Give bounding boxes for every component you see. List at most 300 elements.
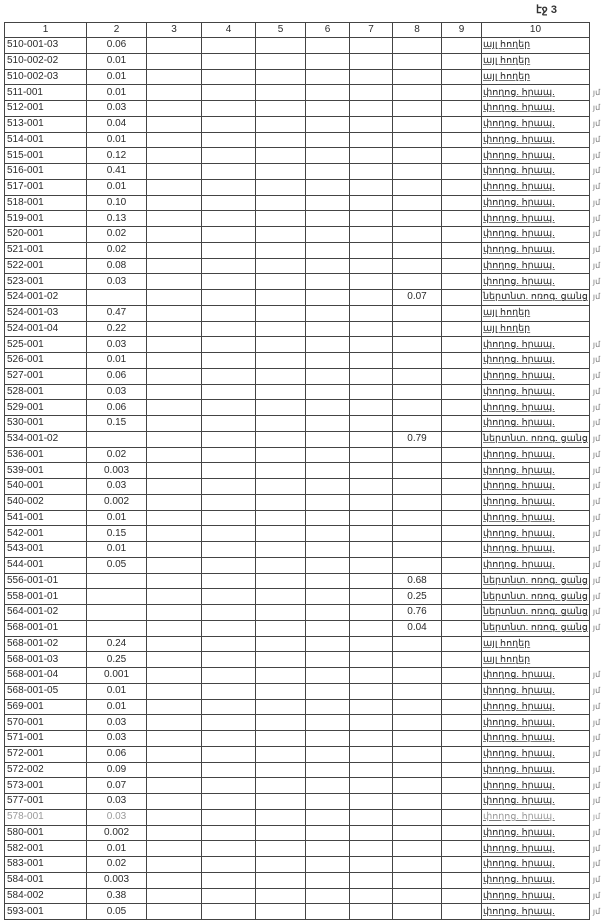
col-4 xyxy=(202,715,256,731)
land-type: փողոց. հրապ. xyxy=(482,526,590,542)
area-col-2 xyxy=(87,431,147,447)
margin-mark: յմ xyxy=(592,686,601,696)
margin-mark: յմ xyxy=(592,890,601,900)
margin-mark: յմ xyxy=(592,780,601,790)
land-type: փողոց. հրապ. xyxy=(482,557,590,573)
col-9 xyxy=(442,463,482,479)
col-4 xyxy=(202,746,256,762)
area-col-8 xyxy=(393,636,442,652)
col-3 xyxy=(147,242,202,258)
area-col-2: 0.15 xyxy=(87,526,147,542)
parcel-code: 568-001-04 xyxy=(5,668,87,684)
area-col-8 xyxy=(393,195,442,211)
col-9 xyxy=(442,85,482,101)
col-7 xyxy=(350,794,393,810)
col-7 xyxy=(350,53,393,69)
margin-mark: յմ xyxy=(592,875,601,885)
col-3 xyxy=(147,431,202,447)
table-row xyxy=(5,636,604,652)
col-3 xyxy=(147,825,202,841)
area-col-2: 0.01 xyxy=(87,132,147,148)
table-row xyxy=(5,321,604,337)
col-7 xyxy=(350,715,393,731)
margin-mark: յմ xyxy=(592,371,601,381)
col-6 xyxy=(306,321,350,337)
col-4 xyxy=(202,179,256,195)
parcel-code: 524-001-02 xyxy=(5,290,87,306)
col-4 xyxy=(202,825,256,841)
col-7 xyxy=(350,731,393,747)
col-3 xyxy=(147,353,202,369)
col-3 xyxy=(147,762,202,778)
col-6 xyxy=(306,589,350,605)
col-7 xyxy=(350,542,393,558)
area-col-2: 0.09 xyxy=(87,762,147,778)
table-row xyxy=(5,794,604,810)
margin-mark: յմ xyxy=(592,497,601,507)
land-type: փողոց. հրապ. xyxy=(482,699,590,715)
col-5 xyxy=(256,53,306,69)
col-5 xyxy=(256,762,306,778)
col-5 xyxy=(256,227,306,243)
area-col-2: 0.01 xyxy=(87,53,147,69)
col-9 xyxy=(442,557,482,573)
col-3 xyxy=(147,794,202,810)
area-col-2: 0.13 xyxy=(87,211,147,227)
margin-mark: յմ xyxy=(592,119,601,129)
col-7 xyxy=(350,668,393,684)
column-header: 10 xyxy=(482,23,590,38)
col-7 xyxy=(350,825,393,841)
col-7 xyxy=(350,274,393,290)
area-col-2: 0.25 xyxy=(87,652,147,668)
col-9 xyxy=(442,321,482,337)
land-type: այլ հողեր xyxy=(482,321,590,337)
col-6 xyxy=(306,416,350,432)
land-type: փողոց. հրապ. xyxy=(482,258,590,274)
land-type: փողոց. հրապ. xyxy=(482,542,590,558)
parcel-code: 556-001-01 xyxy=(5,573,87,589)
area-col-8: 0.79 xyxy=(393,431,442,447)
area-col-8 xyxy=(393,148,442,164)
col-6 xyxy=(306,778,350,794)
area-col-8 xyxy=(393,683,442,699)
col-3 xyxy=(147,85,202,101)
column-header: 4 xyxy=(202,23,256,38)
col-9 xyxy=(442,479,482,495)
col-5 xyxy=(256,353,306,369)
area-col-8 xyxy=(393,825,442,841)
table-row xyxy=(5,38,604,54)
col-4 xyxy=(202,116,256,132)
col-7 xyxy=(350,258,393,274)
parcel-code: 582-001 xyxy=(5,841,87,857)
parcel-code: 528-001 xyxy=(5,384,87,400)
column-header: 8 xyxy=(393,23,442,38)
area-col-2: 0.01 xyxy=(87,353,147,369)
col-4 xyxy=(202,38,256,54)
col-9 xyxy=(442,683,482,699)
area-col-8 xyxy=(393,794,442,810)
land-type: ներտնտ. ոռոգ. ցանց xyxy=(482,431,590,447)
col-4 xyxy=(202,400,256,416)
table-row xyxy=(5,715,604,731)
margin-mark: յմ xyxy=(592,229,601,239)
margin-mark: յմ xyxy=(592,87,601,97)
col-4 xyxy=(202,447,256,463)
col-5 xyxy=(256,274,306,290)
margin-mark: յմ xyxy=(592,796,601,806)
col-5 xyxy=(256,557,306,573)
parcel-code: 526-001 xyxy=(5,353,87,369)
col-7 xyxy=(350,101,393,117)
col-4 xyxy=(202,290,256,306)
col-3 xyxy=(147,904,202,920)
col-3 xyxy=(147,746,202,762)
col-7 xyxy=(350,132,393,148)
area-col-2: 0.06 xyxy=(87,368,147,384)
col-3 xyxy=(147,148,202,164)
col-6 xyxy=(306,101,350,117)
col-9 xyxy=(442,620,482,636)
col-9 xyxy=(442,368,482,384)
land-type: փողոց. հրապ. xyxy=(482,353,590,369)
margin-spacer xyxy=(589,636,603,652)
col-7 xyxy=(350,510,393,526)
col-7 xyxy=(350,179,393,195)
col-4 xyxy=(202,416,256,432)
col-6 xyxy=(306,242,350,258)
col-6 xyxy=(306,510,350,526)
col-4 xyxy=(202,652,256,668)
area-col-8 xyxy=(393,337,442,353)
area-col-8 xyxy=(393,778,442,794)
col-3 xyxy=(147,416,202,432)
table-row xyxy=(5,746,604,762)
col-4 xyxy=(202,699,256,715)
col-6 xyxy=(306,683,350,699)
area-col-2: 0.05 xyxy=(87,557,147,573)
col-4 xyxy=(202,242,256,258)
col-6 xyxy=(306,384,350,400)
col-6 xyxy=(306,494,350,510)
margin-mark: յմ xyxy=(592,402,601,412)
col-3 xyxy=(147,368,202,384)
col-7 xyxy=(350,683,393,699)
col-6 xyxy=(306,746,350,762)
margin-mark: յմ xyxy=(592,339,601,349)
col-3 xyxy=(147,683,202,699)
area-col-2: 0.01 xyxy=(87,179,147,195)
area-col-8 xyxy=(393,809,442,825)
header-row xyxy=(5,23,604,38)
land-type: փողոց. հրապ. xyxy=(482,762,590,778)
col-5 xyxy=(256,872,306,888)
col-5 xyxy=(256,573,306,589)
col-3 xyxy=(147,809,202,825)
col-7 xyxy=(350,447,393,463)
land-type: փողոց. հրապ. xyxy=(482,794,590,810)
parcel-code: 522-001 xyxy=(5,258,87,274)
area-col-8: 0.76 xyxy=(393,605,442,621)
col-4 xyxy=(202,904,256,920)
col-6 xyxy=(306,447,350,463)
col-3 xyxy=(147,888,202,904)
col-5 xyxy=(256,384,306,400)
col-4 xyxy=(202,384,256,400)
area-col-2: 0.03 xyxy=(87,731,147,747)
area-col-8 xyxy=(393,416,442,432)
parcel-code: 568-001-02 xyxy=(5,636,87,652)
col-6 xyxy=(306,573,350,589)
land-type: ներտնտ. ոռոգ. ցանց xyxy=(482,620,590,636)
col-9 xyxy=(442,699,482,715)
col-4 xyxy=(202,557,256,573)
land-type: փողոց. հրապ. xyxy=(482,872,590,888)
area-col-2: 0.47 xyxy=(87,305,147,321)
area-col-8 xyxy=(393,479,442,495)
col-9 xyxy=(442,431,482,447)
col-3 xyxy=(147,400,202,416)
column-header: 2 xyxy=(87,23,147,38)
margin-mark: յմ xyxy=(592,607,601,617)
col-6 xyxy=(306,794,350,810)
area-col-2 xyxy=(87,573,147,589)
parcel-code: 513-001 xyxy=(5,116,87,132)
parcel-code: 510-002-02 xyxy=(5,53,87,69)
parcel-code: 516-001 xyxy=(5,164,87,180)
parcel-code: 540-002 xyxy=(5,494,87,510)
land-type: փողոց. հրապ. xyxy=(482,904,590,920)
col-5 xyxy=(256,416,306,432)
column-header: 6 xyxy=(306,23,350,38)
col-5 xyxy=(256,809,306,825)
area-col-8 xyxy=(393,494,442,510)
col-7 xyxy=(350,164,393,180)
table-row xyxy=(5,683,604,699)
col-5 xyxy=(256,400,306,416)
area-col-8 xyxy=(393,463,442,479)
col-9 xyxy=(442,494,482,510)
table-row xyxy=(5,668,604,684)
col-6 xyxy=(306,715,350,731)
col-7 xyxy=(350,400,393,416)
parcel-code: 558-001-01 xyxy=(5,589,87,605)
area-col-8 xyxy=(393,274,442,290)
col-9 xyxy=(442,211,482,227)
table-row xyxy=(5,69,604,85)
parcel-code: 536-001 xyxy=(5,447,87,463)
area-col-2 xyxy=(87,620,147,636)
col-3 xyxy=(147,258,202,274)
table-row xyxy=(5,573,604,589)
col-6 xyxy=(306,557,350,573)
col-4 xyxy=(202,589,256,605)
table-row xyxy=(5,242,604,258)
table-row xyxy=(5,699,604,715)
col-4 xyxy=(202,794,256,810)
table-row xyxy=(5,305,604,321)
margin-mark: յմ xyxy=(592,859,601,869)
col-7 xyxy=(350,652,393,668)
parcel-code: 527-001 xyxy=(5,368,87,384)
land-type: փողոց. հրապ. xyxy=(482,715,590,731)
col-6 xyxy=(306,305,350,321)
col-9 xyxy=(442,762,482,778)
area-col-8 xyxy=(393,904,442,920)
land-type: այլ հողեր xyxy=(482,38,590,54)
col-6 xyxy=(306,431,350,447)
parcel-code: 544-001 xyxy=(5,557,87,573)
table-row xyxy=(5,652,604,668)
parcel-code: 510-002-03 xyxy=(5,69,87,85)
parcel-code: 570-001 xyxy=(5,715,87,731)
col-4 xyxy=(202,101,256,117)
col-7 xyxy=(350,368,393,384)
col-7 xyxy=(350,778,393,794)
col-9 xyxy=(442,668,482,684)
area-col-2: 0.003 xyxy=(87,463,147,479)
col-5 xyxy=(256,778,306,794)
parcel-code: 568-001-03 xyxy=(5,652,87,668)
parcel-code: 580-001 xyxy=(5,825,87,841)
col-3 xyxy=(147,69,202,85)
parcel-code: 572-002 xyxy=(5,762,87,778)
col-9 xyxy=(442,53,482,69)
col-9 xyxy=(442,116,482,132)
table-row xyxy=(5,620,604,636)
col-5 xyxy=(256,290,306,306)
col-9 xyxy=(442,305,482,321)
area-col-8 xyxy=(393,242,442,258)
col-6 xyxy=(306,904,350,920)
land-type: փողոց. հրապ. xyxy=(482,683,590,699)
col-6 xyxy=(306,668,350,684)
col-9 xyxy=(442,510,482,526)
col-9 xyxy=(442,337,482,353)
col-7 xyxy=(350,809,393,825)
land-type: փողոց. հրապ. xyxy=(482,416,590,432)
area-col-8 xyxy=(393,38,442,54)
col-4 xyxy=(202,148,256,164)
col-5 xyxy=(256,179,306,195)
land-type: ներտնտ. ոռոգ. ցանց xyxy=(482,290,590,306)
area-col-2: 0.06 xyxy=(87,400,147,416)
area-col-2: 0.03 xyxy=(87,101,147,117)
land-type: փողոց. հրապ. xyxy=(482,337,590,353)
col-6 xyxy=(306,762,350,778)
col-9 xyxy=(442,605,482,621)
area-col-8 xyxy=(393,179,442,195)
parcel-code: 593-001 xyxy=(5,904,87,920)
area-col-2: 0.03 xyxy=(87,384,147,400)
parcel-code: 584-002 xyxy=(5,888,87,904)
col-4 xyxy=(202,53,256,69)
table-row xyxy=(5,526,604,542)
table-row xyxy=(5,778,604,794)
col-3 xyxy=(147,589,202,605)
col-4 xyxy=(202,431,256,447)
land-type: փողոց. հրապ. xyxy=(482,368,590,384)
area-col-2: 0.02 xyxy=(87,447,147,463)
parcel-code: 568-001-01 xyxy=(5,620,87,636)
col-3 xyxy=(147,290,202,306)
col-3 xyxy=(147,53,202,69)
margin-mark: յմ xyxy=(592,591,601,601)
col-5 xyxy=(256,494,306,510)
table-row xyxy=(5,542,604,558)
parcel-code: 525-001 xyxy=(5,337,87,353)
land-type: ներտնտ. ոռոգ. ցանց xyxy=(482,573,590,589)
col-7 xyxy=(350,904,393,920)
col-4 xyxy=(202,305,256,321)
col-9 xyxy=(442,573,482,589)
area-col-2: 0.03 xyxy=(87,809,147,825)
area-col-8 xyxy=(393,872,442,888)
col-5 xyxy=(256,746,306,762)
margin-spacer xyxy=(589,53,603,69)
col-9 xyxy=(442,731,482,747)
col-9 xyxy=(442,652,482,668)
col-7 xyxy=(350,69,393,85)
area-col-8 xyxy=(393,400,442,416)
margin-mark: յմ xyxy=(592,166,601,176)
col-5 xyxy=(256,321,306,337)
parcel-code: 521-001 xyxy=(5,242,87,258)
col-3 xyxy=(147,841,202,857)
col-6 xyxy=(306,148,350,164)
area-col-8 xyxy=(393,715,442,731)
col-5 xyxy=(256,715,306,731)
col-5 xyxy=(256,794,306,810)
col-9 xyxy=(442,872,482,888)
margin-mark: յմ xyxy=(592,544,601,554)
col-3 xyxy=(147,479,202,495)
margin-mark: յմ xyxy=(592,512,601,522)
table-row xyxy=(5,888,604,904)
parcel-code: 539-001 xyxy=(5,463,87,479)
area-col-8 xyxy=(393,53,442,69)
parcel-code: 512-001 xyxy=(5,101,87,117)
col-6 xyxy=(306,825,350,841)
col-3 xyxy=(147,510,202,526)
land-type: փողոց. հրապ. xyxy=(482,274,590,290)
area-col-2: 0.38 xyxy=(87,888,147,904)
col-9 xyxy=(442,164,482,180)
parcel-code: 524-001-03 xyxy=(5,305,87,321)
area-col-8 xyxy=(393,353,442,369)
col-7 xyxy=(350,557,393,573)
col-4 xyxy=(202,321,256,337)
table-row xyxy=(5,211,604,227)
land-type: փողոց. հրապ. xyxy=(482,510,590,526)
col-7 xyxy=(350,841,393,857)
col-3 xyxy=(147,526,202,542)
col-3 xyxy=(147,305,202,321)
parcel-code: 584-001 xyxy=(5,872,87,888)
col-3 xyxy=(147,636,202,652)
margin-mark: յմ xyxy=(592,449,601,459)
col-5 xyxy=(256,164,306,180)
area-col-8 xyxy=(393,85,442,101)
col-5 xyxy=(256,636,306,652)
col-6 xyxy=(306,652,350,668)
col-7 xyxy=(350,195,393,211)
area-col-2: 0.03 xyxy=(87,274,147,290)
col-9 xyxy=(442,274,482,290)
margin-mark: յմ xyxy=(592,418,601,428)
parcel-code: 518-001 xyxy=(5,195,87,211)
